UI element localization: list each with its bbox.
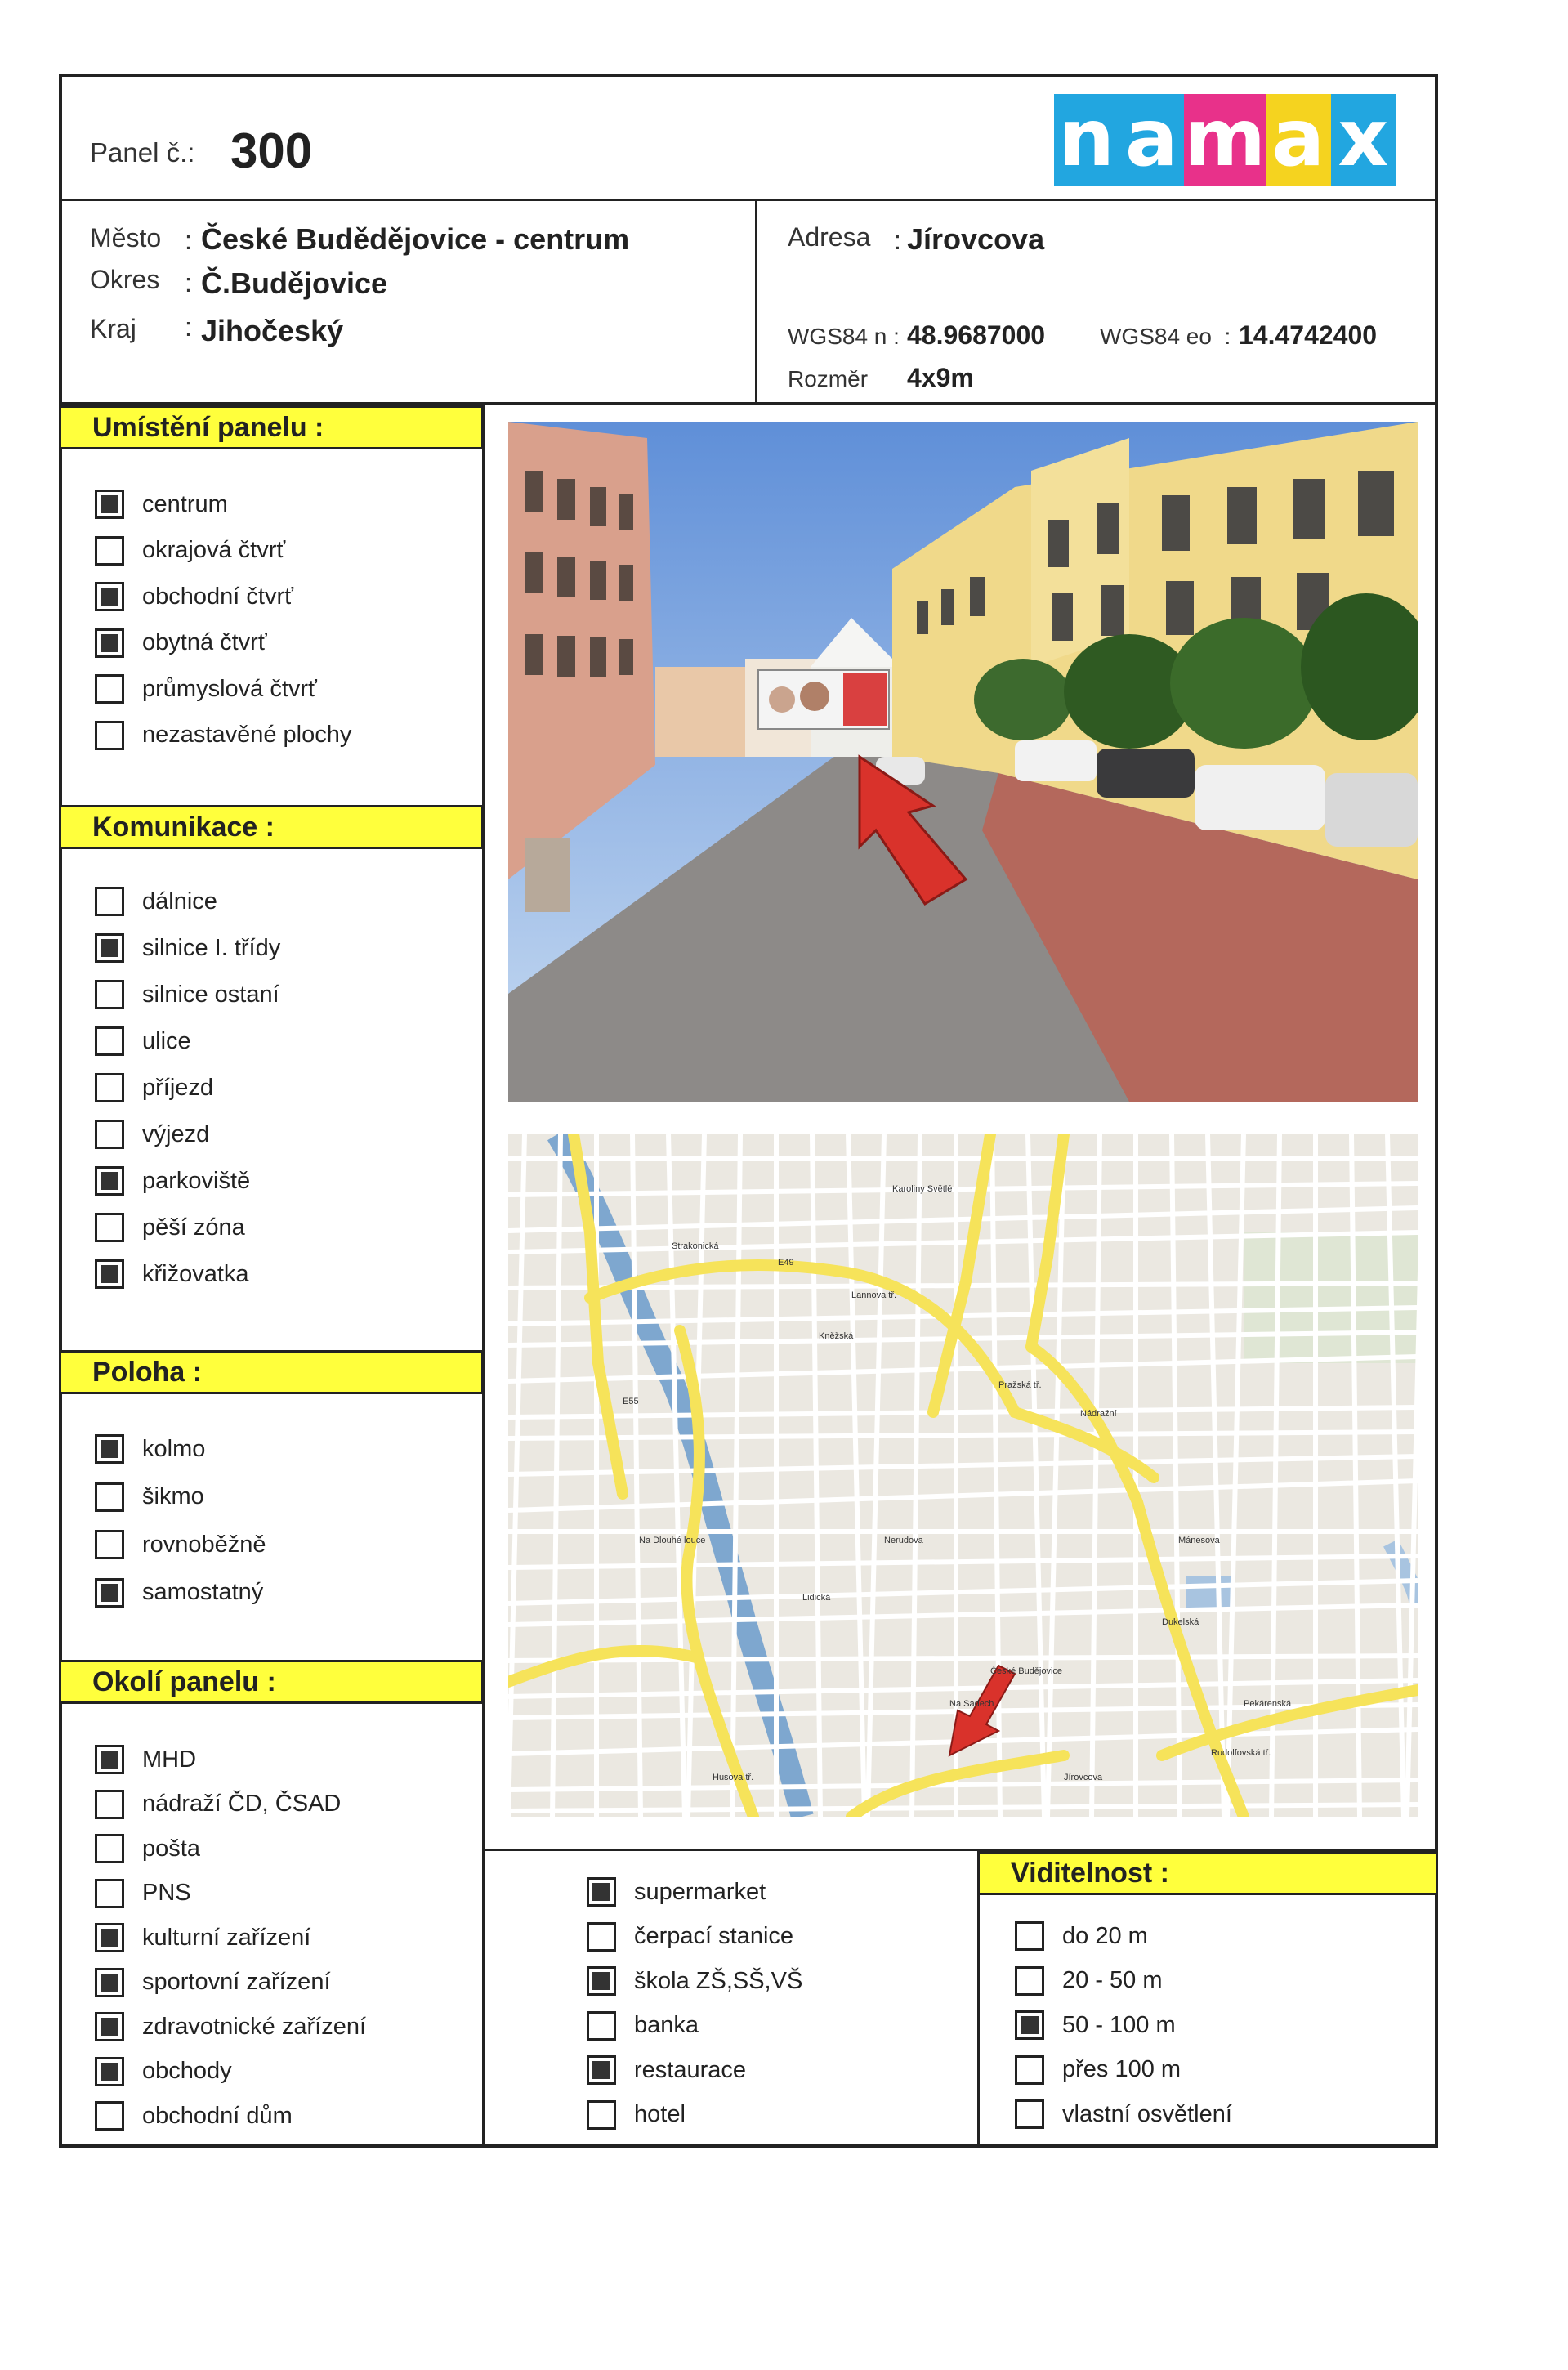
map-label: Lidická [802, 1593, 831, 1603]
checkbox-row [95, 1071, 213, 1105]
city-value: České Budědějovice - centrum [201, 222, 630, 256]
checkbox-label: pošta [142, 1835, 200, 1862]
checkbox-row [95, 2099, 293, 2133]
checkbox-checked [95, 1923, 124, 1952]
checkbox-row [95, 931, 280, 965]
checkbox-label: přes 100 m [1062, 2056, 1182, 2082]
checkbox-row [95, 1480, 204, 1514]
checkbox-unchecked [95, 536, 124, 566]
checkbox-row [95, 1965, 331, 2000]
checkbox-unchecked [1015, 1921, 1044, 1951]
checkbox-checked [95, 490, 124, 519]
checkbox-row [95, 1831, 200, 1866]
checkbox-label: okrajová čtvrť [142, 537, 286, 563]
checkbox-unchecked [1015, 2055, 1044, 2085]
separator: : [185, 312, 192, 342]
map-label: Nerudova [884, 1536, 923, 1545]
checkbox-row [95, 977, 279, 1012]
checkbox-row [95, 1742, 196, 1777]
map-label: Lannova tř. [851, 1290, 897, 1300]
checkbox-label: kulturní zařízení [142, 1924, 311, 1951]
checkbox-row [587, 2098, 686, 2132]
map-label: České Budějovice [990, 1666, 1063, 1676]
section-placement-title: Umístění panelu : [59, 405, 484, 449]
checkbox-checked [95, 1166, 124, 1196]
checkbox-unchecked [587, 1922, 616, 1952]
map-label: Strakonická [672, 1241, 719, 1251]
section-position-title: Poloha : [59, 1350, 484, 1394]
checkbox-label: obchody [142, 2058, 232, 2084]
section-surroundings-title: Okolí panelu : [59, 1660, 484, 1704]
map-label: Na Dlouhé louce [639, 1536, 706, 1545]
checkbox-row [95, 1210, 245, 1245]
map-label: Dukelská [1162, 1617, 1199, 1627]
checkbox-row [95, 1024, 191, 1058]
checkbox-checked [95, 2012, 124, 2041]
checkbox-unchecked [1015, 1966, 1044, 1996]
logo-letter: a [1119, 94, 1185, 186]
checkbox-label: šikmo [142, 1483, 204, 1509]
checkbox-checked [95, 1968, 124, 1997]
checkbox-row [95, 2010, 366, 2044]
checkbox-row [587, 2053, 746, 2087]
checkbox-label: silnice I. třídy [142, 934, 281, 961]
checkbox-unchecked [95, 674, 124, 704]
section-visibility-title: Viditelnost : [977, 1851, 1438, 1895]
map-label: E55 [623, 1397, 639, 1406]
checkbox-unchecked [95, 1120, 124, 1149]
checkbox-row [1015, 1964, 1163, 1998]
checkbox-label: dálnice [142, 888, 217, 914]
map-label: Rudolfovská tř. [1211, 1748, 1271, 1758]
checkbox-unchecked [95, 887, 124, 916]
city-label: Město [90, 223, 162, 253]
checkbox-row [95, 1527, 266, 1562]
checkbox-label: restaurace [634, 2056, 747, 2083]
wgs-eo-value: 14.4742400 [1239, 320, 1378, 350]
checkbox-row [1015, 2097, 1232, 2131]
checkbox-row [95, 1257, 249, 1291]
logo-letter: m [1184, 92, 1266, 184]
checkbox-unchecked [95, 721, 124, 750]
map-label: Kněžská [819, 1331, 854, 1341]
checkbox-row [95, 1164, 250, 1198]
checkbox-unchecked [587, 2011, 616, 2041]
checkbox-unchecked [95, 1879, 124, 1908]
checkbox-label: MHD [142, 1746, 197, 1773]
checkbox-row [95, 1787, 341, 1822]
checkbox-label: 50 - 100 m [1062, 2011, 1176, 2038]
map-label: E49 [778, 1258, 794, 1268]
checkbox-label: rovnoběžně [142, 1531, 266, 1558]
checkbox-row [587, 2009, 699, 2043]
logo-letter: x [1331, 94, 1396, 186]
checkbox-unchecked [95, 2101, 124, 2131]
checkbox-row [95, 672, 317, 706]
checkbox-row [1015, 1919, 1148, 1953]
wgs-n-label: WGS84 n : [788, 324, 900, 349]
checkbox-row [1015, 2008, 1176, 2042]
checkbox-row [95, 534, 285, 568]
checkbox-checked [95, 1434, 124, 1464]
checkbox-unchecked [95, 1073, 124, 1102]
address-value: Jírovcova [907, 222, 1045, 256]
wgs-n-value: 48.9687000 [907, 320, 1046, 350]
checkbox-label: příjezd [142, 1074, 214, 1101]
checkbox-label: nezastavěné plochy [142, 722, 352, 748]
checkbox-checked [95, 1259, 124, 1289]
document-frame [59, 74, 1438, 2148]
region-value: Jihočeský [201, 314, 344, 347]
checkbox-label: škola ZŠ,SŠ,VŠ [634, 1967, 803, 1994]
checkbox-unchecked [95, 1530, 124, 1559]
checkbox-row [95, 884, 217, 919]
divider [59, 199, 1438, 201]
map-label: Jírovcova [1064, 1773, 1103, 1782]
divider [59, 402, 1438, 405]
checkbox-checked [95, 628, 124, 658]
district-value: Č.Budějovice [201, 266, 388, 300]
size-label: Rozměr [788, 366, 869, 391]
checkbox-row [587, 1964, 802, 1998]
checkbox-label: pěší zóna [142, 1214, 245, 1241]
checkbox-checked [587, 2055, 616, 2085]
checkbox-label: křižovatka [142, 1260, 249, 1287]
checkbox-checked [587, 1966, 616, 1996]
checkbox-checked [95, 933, 124, 963]
section-communication-title: Komunikace : [59, 805, 484, 849]
logo-letter: n [1054, 94, 1119, 186]
checkbox-label: sportovní zařízení [142, 1969, 331, 1995]
panel-number: 300 [230, 123, 313, 178]
checkbox-label: obchodní čtvrť [142, 583, 293, 610]
city-map [508, 1134, 1418, 1817]
map-label: Karoliny Světlé [892, 1184, 953, 1194]
checkbox-row [95, 2055, 232, 2089]
checkbox-row [95, 626, 267, 660]
checkbox-row [95, 718, 351, 753]
checkbox-unchecked [95, 1834, 124, 1863]
checkbox-label: vlastní osvětlení [1062, 2100, 1232, 2127]
checkbox-label: obytná čtvrť [142, 629, 267, 655]
checkbox-unchecked [587, 2100, 616, 2130]
checkbox-checked [95, 2057, 124, 2086]
size-value: 4x9m [907, 363, 974, 392]
checkbox-label: hotel [634, 2101, 686, 2127]
address-label: Adresa [788, 222, 871, 252]
map-label: Nádražní [1080, 1409, 1117, 1419]
checkbox-row [95, 1921, 310, 1955]
separator: : [894, 226, 901, 255]
checkbox-row [95, 579, 293, 614]
checkbox-unchecked [1015, 2099, 1044, 2129]
namax-logo [1054, 94, 1396, 186]
checkbox-checked [1015, 2010, 1044, 2040]
checkbox-label: čerpací stanice [634, 1923, 794, 1949]
checkbox-checked [95, 1578, 124, 1608]
checkbox-label: nádraží ČD, ČSAD [142, 1791, 342, 1817]
divider [482, 402, 485, 2146]
checkbox-row [95, 1432, 205, 1466]
checkbox-label: kolmo [142, 1435, 206, 1462]
checkbox-label: výjezd [142, 1120, 210, 1147]
checkbox-label: 20 - 50 m [1062, 1967, 1163, 1993]
street-photo [508, 422, 1418, 1102]
checkbox-label: do 20 m [1062, 1922, 1148, 1949]
checkbox-label: obchodní dům [142, 2102, 293, 2129]
checkbox-unchecked [95, 1482, 124, 1512]
divider [755, 199, 757, 403]
checkbox-checked [587, 1877, 616, 1907]
map-label: Pekárenská [1244, 1699, 1292, 1709]
checkbox-unchecked [95, 1790, 124, 1819]
panel-label: Panel č.: [90, 137, 195, 168]
separator: : [185, 226, 192, 255]
checkbox-label: banka [634, 2012, 699, 2038]
checkbox-row [95, 487, 228, 521]
region-label: Kraj [90, 314, 136, 343]
checkbox-label: ulice [142, 1027, 191, 1054]
checkbox-label: PNS [142, 1880, 191, 1906]
checkbox-label: průmyslová čtvrť [142, 675, 317, 702]
checkbox-label: centrum [142, 490, 228, 517]
checkbox-label: samostatný [142, 1579, 264, 1605]
map-label: Na Sadech [949, 1699, 994, 1709]
checkbox-unchecked [95, 1026, 124, 1056]
checkbox-label: zdravotnické zařízení [142, 2013, 367, 2040]
map-label: Mánesova [1178, 1536, 1220, 1545]
map-label: Pražská tř. [998, 1380, 1042, 1390]
checkbox-label: supermarket [634, 1878, 766, 1905]
logo-letter: a [1266, 94, 1331, 186]
checkbox-label: silnice ostaní [142, 981, 279, 1008]
wgs-eo-label: WGS84 eo : [1100, 324, 1231, 349]
checkbox-row [1015, 2053, 1181, 2087]
checkbox-row [587, 1920, 793, 1954]
checkbox-checked [95, 582, 124, 611]
checkbox-row [95, 1117, 209, 1151]
checkbox-unchecked [95, 980, 124, 1009]
checkbox-row [95, 1576, 263, 1610]
checkbox-row [95, 1876, 191, 1911]
checkbox-label: parkoviště [142, 1167, 251, 1194]
separator: : [185, 268, 192, 297]
checkbox-checked [95, 1745, 124, 1774]
map-label: Husova tř. [713, 1773, 754, 1782]
district-label: Okres [90, 265, 160, 294]
checkbox-row [587, 1875, 766, 1909]
checkbox-unchecked [95, 1213, 124, 1242]
